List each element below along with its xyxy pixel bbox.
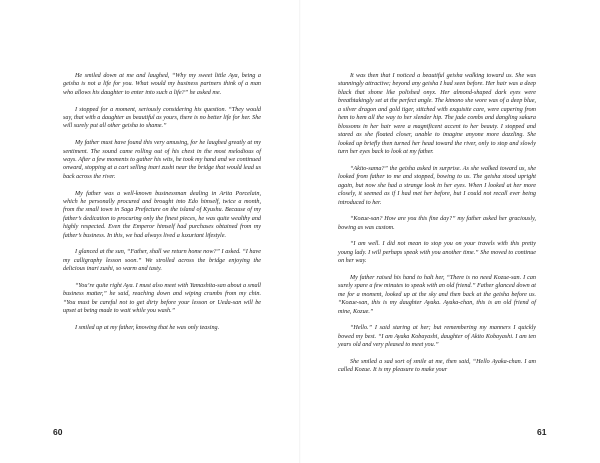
- paragraph: I smiled up at my father, knowing that he was only teasing.: [75, 325, 220, 331]
- paragraph: “Akito-sama?” the geisha asked in surprise. As she walked toward us, she looked from father to me and stopped, bowing to us. The geisha stood upright again, but now she had a strange look in her eyes. When I looked at her more closely, it seemed as if I had met her before, but I could not recall ever being introduced to her.: [338, 165, 536, 206]
- page-number: 61: [537, 427, 547, 437]
- right-text-column: [338, 72, 536, 383]
- paragraph: “You’re quite right Aya. I must also meet with Yamashita-san about a small business matter,” he said, reaching down and wiping crumbs from my chin. “You must be careful not to get dirty before your lesson or Ueda-san will be upset at being made to wait while you wash.”: [63, 283, 261, 315]
- page-number: 60: [53, 427, 63, 437]
- paragraph: “I am well. I did not mean to stop you on your travels with this pretty young lady. I will perhaps speak with you another time.” She moved to continue on her way.: [338, 241, 536, 265]
- paragraph: “Kozue-san? How are you this fine day?” my father asked her graciously, bowing as was custom.: [338, 216, 536, 231]
- paragraph: My father raised his hand to halt her, “There is no need Kozue-san. I can surely spare a few minutes to speak with an old friend.” Father glanced down at me for a moment, looked up at the sky and then back at the geisha before us. “Kozue-san, this is my daughter Ayaka. Ayaka-chan, this is an old friend of mine, Kozue.”: [338, 274, 536, 315]
- left-text-column: [63, 72, 261, 341]
- paragraph: “Hello.” I said staring at her; but remembering my manners I quickly bowed my best. “I am Ayaka Kobayashi, daughter of Akito Kobayashi. I am ten years old and very pleased to meet you.”: [338, 325, 536, 349]
- paragraph: I stopped for a moment, seriously considering his question. “They would say, that with a daughter as beautiful as yours, there is no better life for her. She will surely put all other geisha to shame.”: [63, 106, 261, 130]
- paragraph: He smiled down at me and laughed, “Why my sweet little Aya, being a geisha is not a life for you. What would my business partners think of a man who allows his daughter to enter into such a life?” he asked me.: [63, 73, 261, 96]
- paragraph: It was then that I noticed a beautiful geisha walking toward us. She was stunningly attractive; beyond any geisha I had seen before. Her hair was a deep black that shone like polished onyx. Her almond-shaped dark eyes were breathtakingly set at the perfect angle. The kimono she wore was of a deep blue, a silver dragon and gold tiger, stitched with exquisite care, were capering from hem to hem all the way to her slender hip. The jade combs and dangling sakura blossoms in her hair were a magnificent accent to her beauty. I stopped and stared as she floated closer, unable to imagine anyone more dazzling. She looked up briefly then turned her head toward the river, only to stop and slowly turn her eyes back to look at my father.: [338, 73, 536, 156]
- paragraph: She smiled a sad sort of smile at me, then said, “Hello Ayaka-chan. I am called Kozue. It is my pleasure to make your: [338, 358, 536, 374]
- paragraph: My father must have found this very amusing, for he laughed greatly at my sentiment. The sound came rolling out of his chest in the most melodious of ways. After a few moments to gather his wits, he took my hand and we continued onward, stopping at a cart selling inari zushi near the bridge that would lead us back across the river.: [63, 140, 261, 180]
- paragraph: I glanced at the sun, “Father, shall we return home now?” I asked. “I have my calligraphy lesson soon.” We strolled across the bridge enjoying the delicious inari zushi, so warm and tasty.: [63, 249, 261, 273]
- paragraph: My father was a well-known businessman dealing in Arita Porcelain, which he personally procured and brought into Edo himself, twice a month, from the small town in Saga Prefecture on the island of Kyushu. Because of my father’s dedication to procuring only the finest pieces, he was quite wealthy and highly respected. Even the Emperor himself had purchases obtained from my father’s business. In this, we had always lived a luxuriant lifestyle.: [63, 190, 261, 239]
- right-page: [300, 0, 600, 463]
